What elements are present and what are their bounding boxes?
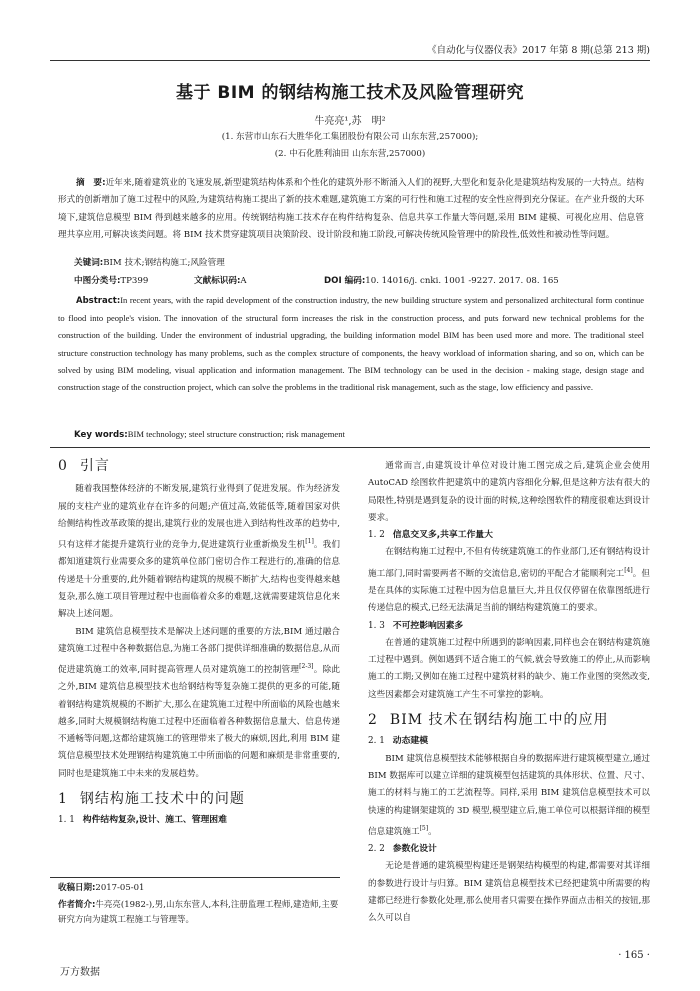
journal-header: 《自动化与仪器仪表》2017 年第 8 期(总第 213 期) [427, 45, 650, 56]
doi-value: 10. 14016/j. cnki. 1001 -9227. 2017. 08. 165 [365, 276, 559, 286]
footnote-received: 收稿日期:2017-05-01 [58, 883, 145, 893]
section-2-2-paragraph: 无论是普通的建筑模型构建还是钢架结构模型的构建,都需要对其详细的参数进行设计与归算。BIM 建筑信息模型技术已经把建筑中所需要的构建都已经进行参数化处理,那么使用者只需要在操作界面点击相关的按钮,那么久可以自 [368, 861, 650, 924]
section-1-1-heading: 1. 1 构件结构复杂,设计、施工、管理困难 [58, 815, 227, 826]
affiliation-1: (1. 东营市山东石大胜华化工集团股份有限公司 山东东营,257000); [221, 132, 479, 142]
section-1-2-paragraph: 在钢结构施工过程中,不但有传统建筑施工的作业部门,还有钢结构设计施工部门,同时需要两者不断的交流信息,密切的平配合才能顺利完工[4]。但是在具体的实际施工过程中因为信息量巨大,并且仅仅停留在依靠图纸进行传递信息的模式,已经无法满足当前的钢结构建筑施工的要求。 [368, 547, 650, 614]
keywords-cn-label: 关键词: [74, 258, 104, 268]
authors: 牛亮亮¹,苏 明² [314, 116, 386, 127]
keywords-en [74, 429, 345, 440]
citation-2-3: [2-3] [299, 663, 314, 671]
keywords-cn [74, 256, 225, 268]
abstract-en-text: In recent years, with the rapid development of the construction industry, the new building structure system and personalized architectural form continue to flood into people's vision. The innovation of the structural form increases the risk in the construction process, and puts forward new technical problems for the construction of the building. Under the environment of industrial upgrading, the building information model BIM has been used more and more. The traditional steel structure construction technology has many problems, such as the complex structure of components, the heavy workload of information sharing, and so on, which can be solved by using BIM modeling, visual application and information management. The BIM technology can be used in the decision - making stage, design stage and construction stage of the construction project, which can solve the problems in the traditional risk management, such as the stage, low efficiency and passive. [58, 295, 644, 393]
footnote-rule [50, 877, 340, 878]
section-2-heading: 2 BIM 技术在钢结构施工中的应用 [368, 712, 609, 729]
keywords-en-label: Key words: [74, 430, 128, 440]
left-column [58, 458, 340, 830]
keywords-cn-text: BIM 技术;钢结构施工;风险管理 [103, 258, 225, 268]
abstract-cn [58, 175, 644, 244]
section-1-3-heading: 1. 3 不可控影响因素多 [368, 620, 464, 631]
keywords-en-text: BIM technology; steel structure construction; risk management [127, 429, 345, 439]
doc-code-value: A [240, 276, 247, 286]
section-0-paragraph-2: BIM 建筑信息模型技术是解决上述问题的重要的方法,BIM 通过融合建筑施工过程中各种数据信息,为施工各部门提供详细准确的数据信息,从而促进建筑施工的效率,同时提高管理人员对建筑施工的控制管理[2-3]。除此之外,BIM 建筑信息模型技术也给钢结构等复杂施工提供的更多的可能,随着钢结构建筑规模的不断扩大,那么在建筑施工过程中所面临的风险也越来越多,同时大规模钢结构施工过程中还面临着各种数据信息量大、信息传递不通畅等问题,这都给建筑施工的管理带来了极大的麻烦,因此,利用 BIM 建筑信息模型技术处理钢结构建筑施工中所面临的问题和麻烦是非常重要的,同时也是建筑施工中未来的发展趋势。 [58, 626, 340, 779]
section-0-heading: 0 引言 [58, 458, 110, 474]
section-1-1-paragraph: 通常而言,由建筑设计单位对设计施工图完成之后,建筑企业会使用 AutoCAD 绘图软件把建筑中的建筑内容细化分解,但是这种方法有很大的局限性,特别是遇到复杂的设计面的时候,这种绘图软件的精度很难达到设计要求。 [368, 461, 650, 523]
header-rule [50, 60, 650, 61]
affiliation-2: (2. 中石化胜利油田 山东东营,257000) [274, 149, 426, 159]
section-2-2-heading: 2. 2 参数化设计 [368, 843, 437, 854]
abstract-cn-text: 近年来,随着建筑业的飞速发展,新型建筑结构体系和个性化的建筑外形不断涌入人们的视野,大型化和复杂化是建筑结构发展的一大特点。结构形式的创新增加了施工过程中的风险,为建筑结构施工提出了新的技术难题,建筑施工方案的可行性和施工过程的安全性应得到充分保证。在产业升级的大环境下,建筑信息模型 BIM 得到越来越多的应用。传统钢结构施工技术存在构件结构复杂、信息共享工作量大等问题,采用 BIM 建模、可视化应用、信息管理共享应用,可解决该类问题。将 BIM 技术贯穿建筑项目决策阶段、设计阶段和施工阶段,可解决传统风险管理中的阶段性,低效性和被动性等问题。 [58, 178, 645, 240]
page-number: · 165 · [618, 950, 650, 961]
wanfang-watermark: 万方数据 [60, 967, 100, 978]
section-1-2-heading: 1. 2 信息交叉多,共享工作量大 [368, 530, 493, 541]
citation-1: [1] [305, 538, 314, 546]
doc-code-label: 文献标识码: [194, 276, 241, 286]
abstract-rule [50, 447, 650, 448]
section-1-heading: 1 钢结构施工技术中的问题 [58, 791, 245, 808]
doi-label: DOI 编码: [324, 276, 366, 286]
section-2-1-heading: 2. 1 动态建模 [368, 736, 428, 747]
footnote-author: 作者简介:牛亮亮(1982-),男,山东东营人,本科,注册监理工程师,建造师,主要研究方向为建筑工程施工与管理等。 [58, 900, 339, 925]
paper-title: 基于 BIM 的钢结构施工技术及风险管理研究 [175, 83, 525, 103]
citation-4: [4] [624, 566, 633, 574]
section-2-1-paragraph: BIM 建筑信息模型技术能够根据自身的数据库进行建筑模型建立,通过 BIM 数据库可以建立详细的建筑模型包括建筑的具体形状、位置、尺寸、施工的材料与施工的工艺流程等。同样,采用 BIM 建筑信息模型技术可以快速的构建钢架建筑的 3D 模型,模型建立后,施工单位可以根据详细的模型信息建筑施工[5]。 [368, 753, 650, 837]
abstract-en [58, 292, 644, 396]
abstract-en-label: Abstract: [76, 296, 121, 306]
section-0-paragraph-1: 随着我国整体经济的不断发展,建筑行业得到了促进发展。作为经济发展的支柱产业的建筑业存在许多的问题;产值过高,效能低等,随着国家对供给侧结构性改革政策的提出,建筑行业的发展也进入到结构性改革的趋势中,只有这样才能提升建筑行业的竞争力,促进建筑行业重新焕发生机[1]。我们都知道建筑行业需要众多的建筑单位部门密切合作工程进行的,准确的信息传递是十分重要的,此外随着钢结构建筑的规模不断扩大,结构也变得越来越复杂,那么施工项目管理过程中也面临着众多的难题,这就需要建筑信息化来解决上述问题。 [58, 484, 340, 620]
citation-5: [5] [419, 824, 429, 832]
clc-value: TP399 [120, 276, 149, 286]
section-1-3-paragraph: 在普通的建筑施工过程中所遇到的影响因素,同样也会在钢结构建筑施工过程中遇到。例如遇到不适合施工的气候,就会导致施工的停止,从而影响施工的工期;又例如在施工过程中建筑材料的缺少、施工作业图的突然改变,这些因素都会对建筑施工产生不可掌控的影响。 [368, 637, 650, 700]
right-column [368, 458, 650, 927]
clc-label: 中图分类号: [74, 276, 121, 286]
abstract-cn-label: 摘 要: [76, 178, 106, 188]
